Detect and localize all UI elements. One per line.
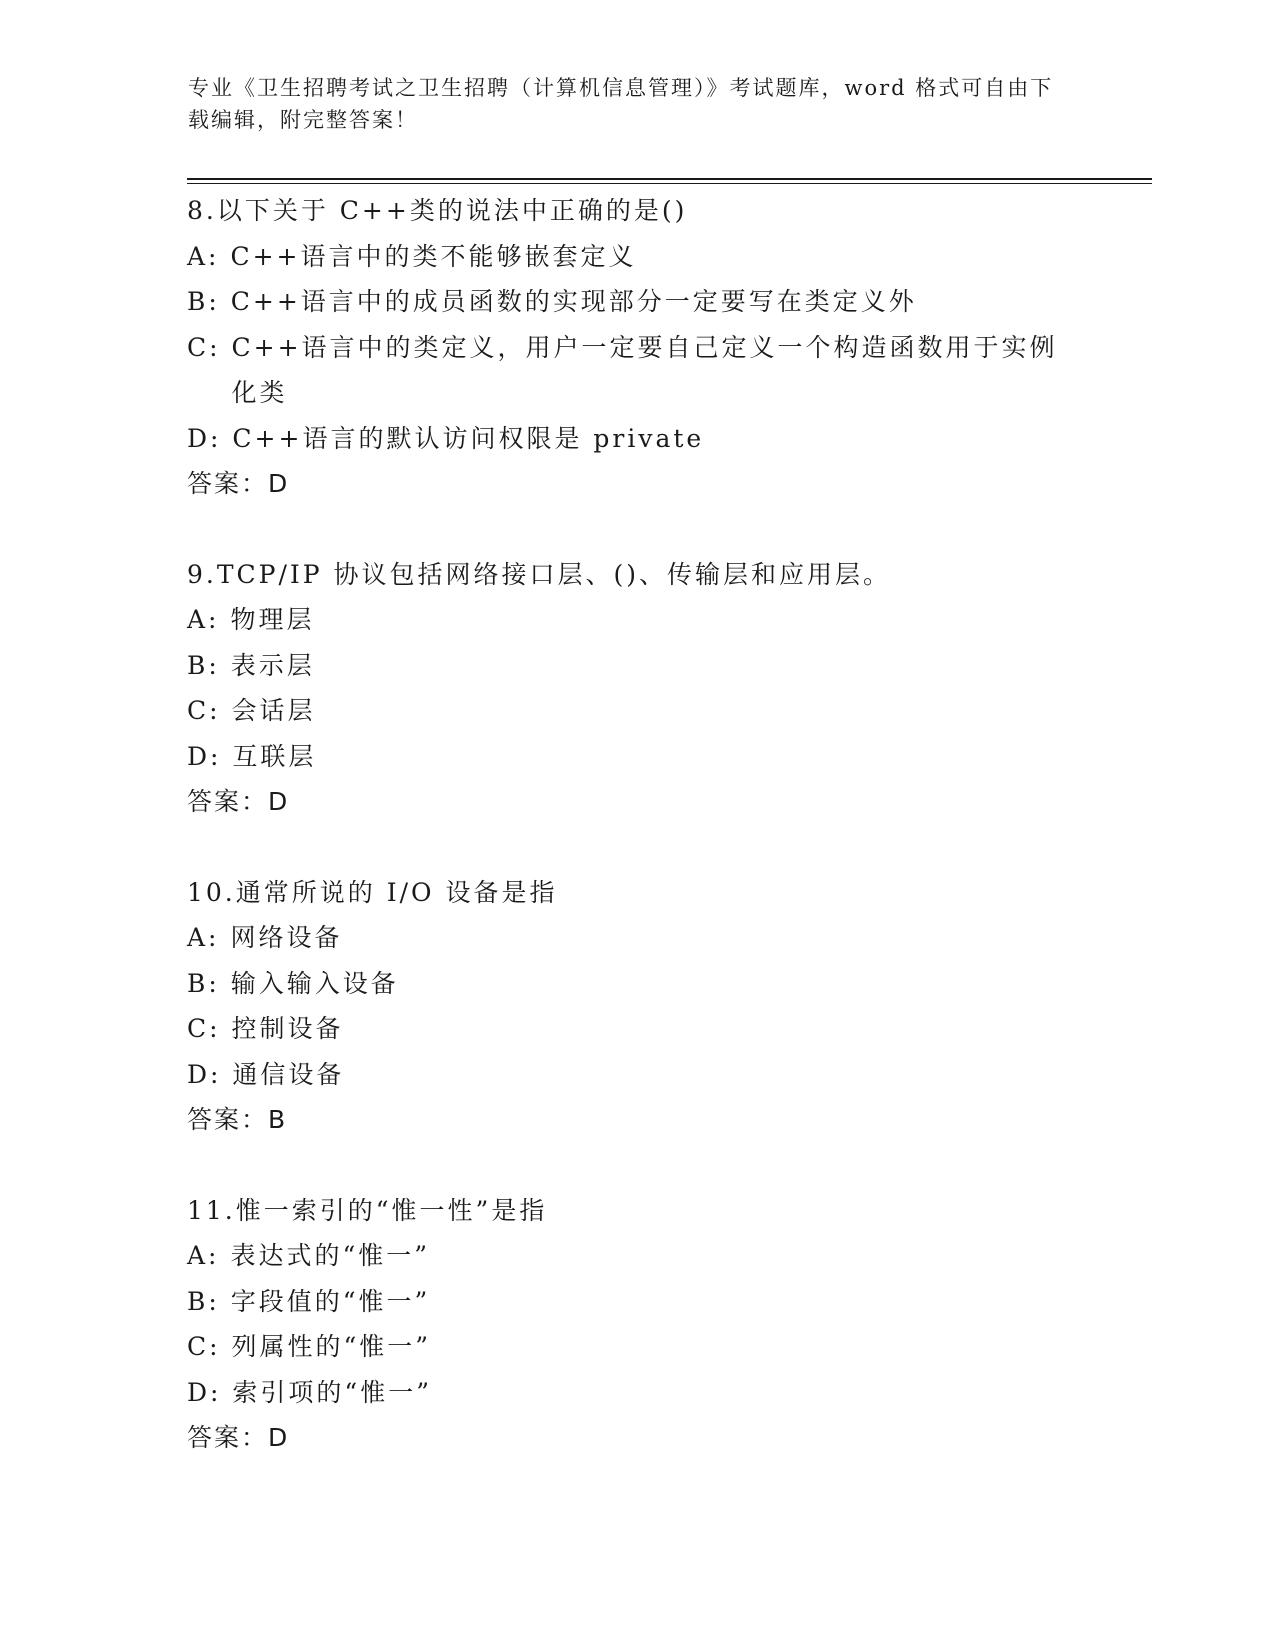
option-text: C++语言的默认访问权限是 private [232,423,705,453]
option-a [187,597,1067,643]
question-block [187,1188,1067,1461]
option-text: 通信设备 [232,1059,345,1089]
option-key: C: [187,696,232,725]
option-text: 字段值的“惟一” [230,1286,431,1316]
option-text: C++语言中的类定义，用户一定要自己定义一个构造函数用于实例化类 [231,332,1058,407]
option-b [187,279,1067,325]
option-text: 列属性的“惟一” [231,1332,432,1361]
intro-text: 专业《卫生招聘考试之卫生招聘（计算机信息管理）》考试题库，word 格式可自由下载编辑，附完整答案！ [188,76,1054,132]
option-key: C: [187,332,232,362]
answer-line: 答案：D [187,1423,290,1452]
option-text: 索引项的“惟一” [232,1377,432,1407]
option-text: 控制设备 [231,1014,344,1043]
option-d [187,734,1067,780]
option-key: D: [187,1059,233,1089]
question-stem: 8.以下关于 C++类的说法中正确的是() [187,196,688,225]
option-key: D: [187,1377,233,1407]
option-text: 互联层 [232,741,317,771]
option-b [187,961,1067,1007]
option-text: 网络设备 [230,923,343,952]
option-b [187,643,1067,689]
option-text: C++语言中的成员函数的实现部分一定要写在类定义外 [230,287,917,316]
header-divider-thick [187,178,1152,180]
option-text: C++语言中的类不能够嵌套定义 [230,241,637,271]
question-block [187,188,1067,507]
option-text: 输入输入设备 [230,968,399,998]
option-key: B: [187,1286,231,1316]
option-key: C: [187,1014,232,1043]
option-a [187,915,1067,961]
option-key: A: [187,923,231,952]
option-key: D: [187,741,233,771]
question-list [187,188,1067,1506]
option-key: A: [187,241,231,271]
answer-line: 答案：B [187,1105,288,1134]
option-text: 表达式的“惟一” [230,1241,430,1270]
option-key: C: [187,1332,232,1361]
option-text: 表示层 [230,650,315,680]
option-a [187,234,1067,280]
answer-line: 答案：D [187,787,290,816]
option-key: B: [187,650,231,680]
answer-line: 答案：D [187,469,290,498]
question-stem: 10.通常所说的 I/O 设备是指 [187,877,558,907]
question-stem: 11.惟一索引的“惟一性”是指 [187,1195,548,1225]
option-d [187,416,1067,462]
option-d [187,1052,1067,1098]
option-key: A: [187,605,231,634]
option-c [187,325,1067,416]
option-text: 会话层 [231,696,316,725]
option-c [187,1324,1067,1370]
option-c [187,688,1067,734]
option-key: B: [187,287,231,316]
option-key: A: [187,1241,231,1270]
option-a [187,1233,1067,1279]
option-c [187,1006,1067,1052]
question-block [187,870,1067,1143]
question-stem: 9.TCP/IP 协议包括网络接口层、()、传输层和应用层。 [187,559,892,589]
option-text: 物理层 [230,605,315,634]
option-key: D: [187,423,233,453]
header-divider-thin [187,183,1152,184]
option-key: B: [187,968,231,998]
question-block [187,552,1067,825]
option-b [187,1279,1067,1325]
option-d [187,1370,1067,1416]
